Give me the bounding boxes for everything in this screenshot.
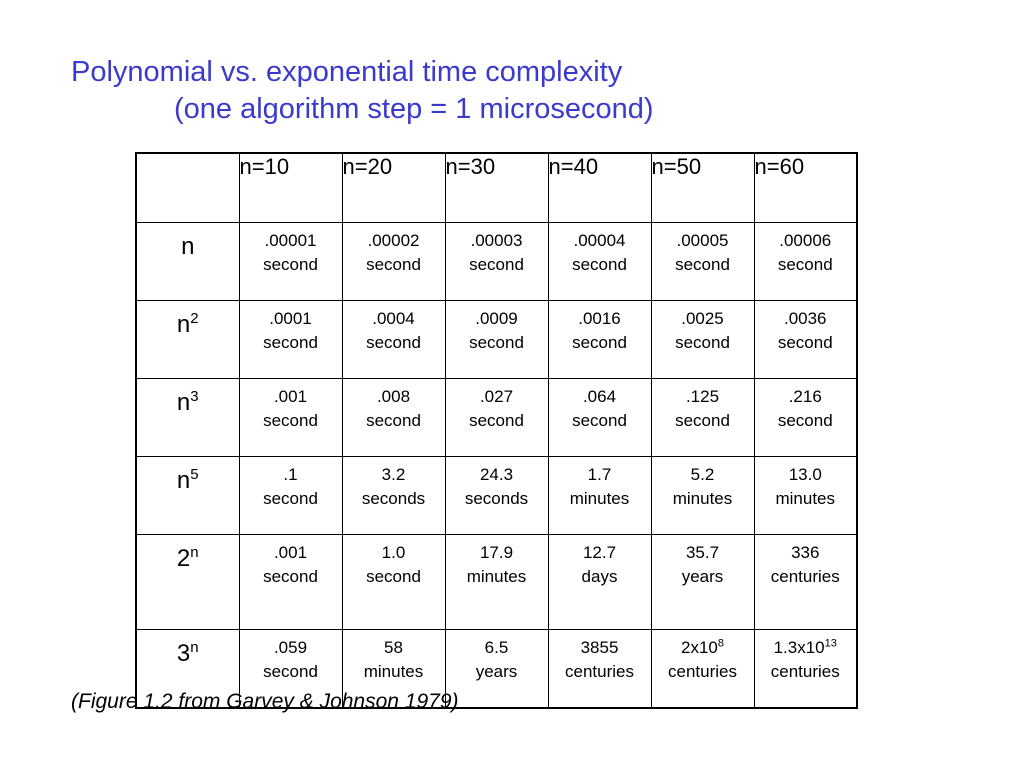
cell-unit: second bbox=[263, 566, 318, 586]
cell-unit: years bbox=[475, 661, 518, 681]
table-cell bbox=[548, 456, 651, 534]
table-cell bbox=[445, 378, 548, 456]
cell-value: 5.2 bbox=[690, 464, 715, 484]
cell-unit: days bbox=[581, 566, 618, 586]
cell-value: 6.5 bbox=[484, 637, 509, 657]
cell-unit: minutes bbox=[775, 488, 836, 508]
cell-unit: second bbox=[675, 254, 730, 274]
row-label-exponent: 2 bbox=[190, 309, 199, 327]
table-row bbox=[136, 378, 857, 456]
cell-value: .00006 bbox=[779, 230, 832, 250]
cell-value-exponent: 13 bbox=[824, 636, 837, 649]
cell-value: .0036 bbox=[783, 308, 827, 328]
table-row bbox=[136, 456, 857, 534]
table-cell bbox=[548, 378, 651, 456]
row-label-base: 3 bbox=[176, 639, 191, 667]
cell-unit: second bbox=[263, 332, 318, 352]
cell-unit: second bbox=[263, 661, 318, 681]
cell-unit: second bbox=[263, 410, 318, 430]
table-cell bbox=[651, 629, 754, 708]
cell-value: 3.2 bbox=[381, 464, 406, 484]
table-cell bbox=[342, 378, 445, 456]
row-label-base: n bbox=[176, 388, 191, 416]
table-cell bbox=[445, 534, 548, 629]
cell-unit: second bbox=[777, 410, 833, 430]
cell-unit: centuries bbox=[565, 661, 634, 681]
cell-value: 336 bbox=[791, 542, 820, 562]
cell-unit: seconds bbox=[361, 488, 426, 508]
cell-unit: second bbox=[366, 410, 421, 430]
title-line-1: Polynomial vs. exponential time complexity bbox=[71, 56, 623, 88]
cell-value: .0009 bbox=[475, 308, 518, 328]
cell-unit: second bbox=[263, 254, 318, 274]
cell-value: .059 bbox=[273, 637, 308, 657]
row-label bbox=[136, 534, 239, 629]
cell-value-base: 2x10 bbox=[681, 637, 718, 657]
row-label bbox=[136, 456, 239, 534]
column-header: n=20 bbox=[342, 153, 445, 222]
table-cell bbox=[239, 300, 342, 378]
cell-value: 1.7 bbox=[587, 464, 612, 484]
column-header: n=30 bbox=[445, 153, 548, 222]
table-cell bbox=[445, 300, 548, 378]
cell-value-exponent: 8 bbox=[717, 636, 724, 649]
title-line-2: (one algorithm step = 1 microsecond) bbox=[174, 93, 654, 125]
column-header: n=60 bbox=[754, 153, 857, 222]
cell-unit: second bbox=[469, 254, 524, 274]
table-cell bbox=[651, 534, 754, 629]
cell-unit: centuries bbox=[770, 661, 840, 681]
cell-value: 58 bbox=[384, 637, 403, 657]
table-row bbox=[136, 534, 857, 629]
table-cell bbox=[342, 300, 445, 378]
cell-value: 17.9 bbox=[479, 542, 514, 562]
table-cell bbox=[754, 456, 857, 534]
cell-value: .125 bbox=[685, 386, 720, 406]
column-header: n=50 bbox=[651, 153, 754, 222]
cell-value: 12.7 bbox=[582, 542, 617, 562]
cell-unit: second bbox=[572, 254, 627, 274]
cell-unit: second bbox=[777, 254, 833, 274]
table-cell bbox=[548, 300, 651, 378]
cell-value: 1.0 bbox=[381, 542, 406, 562]
cell-unit: minutes bbox=[363, 661, 424, 681]
cell-unit: years bbox=[681, 566, 724, 586]
table-cell bbox=[445, 456, 548, 534]
table-cell bbox=[239, 534, 342, 629]
table-cell bbox=[548, 222, 651, 300]
table-cell bbox=[754, 222, 857, 300]
cell-unit: second bbox=[366, 254, 421, 274]
table-row bbox=[136, 300, 857, 378]
cell-unit: minutes bbox=[466, 566, 527, 586]
cell-unit: second bbox=[675, 332, 730, 352]
table-cell bbox=[651, 222, 754, 300]
cell-unit: second bbox=[675, 410, 730, 430]
table-cell bbox=[548, 534, 651, 629]
cell-value: .00004 bbox=[573, 230, 626, 250]
corner-cell bbox=[136, 153, 239, 222]
cell-value: .00003 bbox=[470, 230, 523, 250]
table-cell bbox=[651, 300, 754, 378]
cell-unit: second bbox=[263, 488, 318, 508]
row-label-exponent: n bbox=[190, 638, 199, 656]
cell-value: .008 bbox=[376, 386, 411, 406]
cell-value: 13.0 bbox=[788, 464, 822, 484]
table-row bbox=[136, 222, 857, 300]
complexity-table bbox=[135, 152, 858, 709]
table-cell bbox=[445, 222, 548, 300]
row-label-base: n bbox=[181, 232, 195, 260]
row-label-exponent: n bbox=[190, 543, 199, 561]
cell-unit: second bbox=[572, 410, 627, 430]
table-cell bbox=[239, 378, 342, 456]
cell-value: .001 bbox=[273, 386, 308, 406]
cell-value: .1 bbox=[283, 464, 298, 484]
table-cell bbox=[239, 456, 342, 534]
cell-value-with-exponent bbox=[755, 636, 857, 660]
figure-caption: (Figure 1.2 from Garvey & Johnson 1979) bbox=[71, 690, 459, 713]
cell-value: 24.3 bbox=[479, 464, 514, 484]
cell-value-base: 1.3x10 bbox=[773, 637, 825, 657]
table-cell bbox=[239, 222, 342, 300]
cell-value-with-exponent bbox=[652, 636, 754, 660]
row-label bbox=[136, 300, 239, 378]
cell-unit: centuries bbox=[668, 661, 737, 681]
table-cell bbox=[445, 629, 548, 708]
cell-value: 3855 bbox=[580, 637, 619, 657]
cell-value: .064 bbox=[582, 386, 617, 406]
cell-unit: second bbox=[777, 332, 833, 352]
cell-unit: second bbox=[572, 332, 627, 352]
cell-unit: seconds bbox=[464, 488, 529, 508]
cell-value: .00002 bbox=[367, 230, 420, 250]
table-cell bbox=[754, 378, 857, 456]
table-cell bbox=[754, 534, 857, 629]
cell-unit: minutes bbox=[672, 488, 733, 508]
table-cell bbox=[342, 534, 445, 629]
table-cell bbox=[651, 456, 754, 534]
column-header: n=40 bbox=[548, 153, 651, 222]
table-cell bbox=[754, 629, 857, 708]
table-cell bbox=[342, 456, 445, 534]
cell-value: .0016 bbox=[578, 308, 621, 328]
table-cell bbox=[651, 378, 754, 456]
row-label-exponent: 5 bbox=[190, 465, 199, 483]
row-label-base: n bbox=[176, 466, 191, 494]
cell-value: .0001 bbox=[269, 308, 312, 328]
row-label-base: 2 bbox=[176, 544, 191, 572]
cell-unit: centuries bbox=[770, 566, 840, 586]
row-label bbox=[136, 222, 239, 300]
table-header-row bbox=[136, 153, 857, 222]
cell-value: .216 bbox=[788, 386, 822, 406]
column-header: n=10 bbox=[239, 153, 342, 222]
row-label bbox=[136, 378, 239, 456]
cell-unit: second bbox=[469, 410, 524, 430]
table-cell bbox=[548, 629, 651, 708]
cell-value: .00005 bbox=[676, 230, 729, 250]
table-cell bbox=[754, 300, 857, 378]
table-cell bbox=[342, 222, 445, 300]
cell-value: .001 bbox=[273, 542, 308, 562]
cell-value: .00001 bbox=[264, 230, 317, 250]
cell-value: .027 bbox=[479, 386, 514, 406]
cell-value: .0025 bbox=[681, 308, 724, 328]
cell-value: .0004 bbox=[372, 308, 415, 328]
cell-unit: second bbox=[366, 332, 421, 352]
cell-unit: second bbox=[469, 332, 524, 352]
cell-unit: minutes bbox=[569, 488, 630, 508]
slide-title bbox=[71, 54, 654, 128]
cell-unit: second bbox=[366, 566, 421, 586]
row-label-exponent: 3 bbox=[190, 387, 199, 405]
cell-value: 35.7 bbox=[685, 542, 720, 562]
row-label-base: n bbox=[176, 310, 191, 338]
